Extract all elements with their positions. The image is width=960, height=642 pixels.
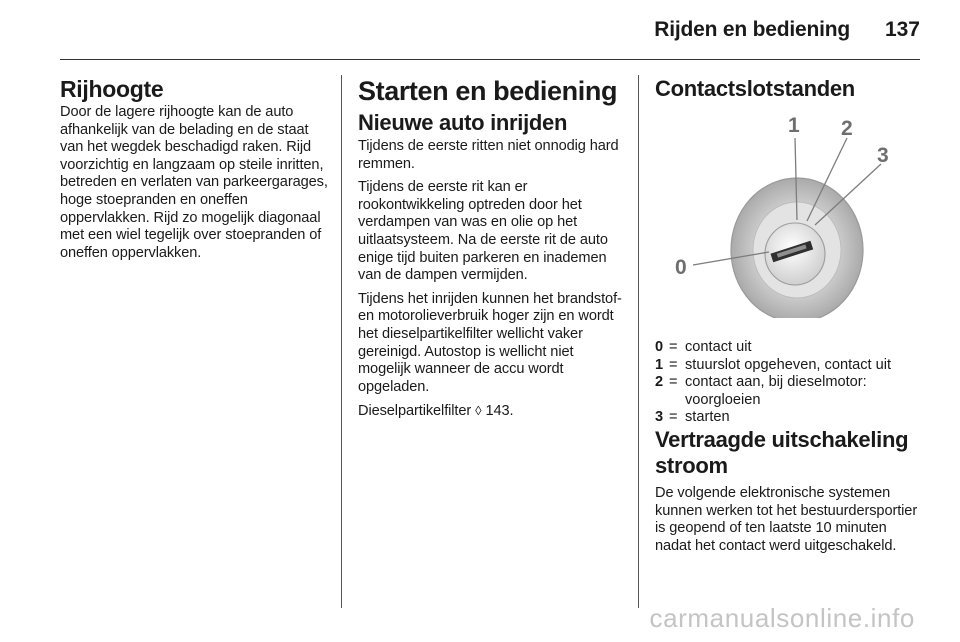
heading-contactslotstanden: Contactslotstanden (655, 76, 855, 101)
legend-text: contact uit (685, 339, 752, 355)
legend-equals: = (669, 339, 678, 355)
column-divider-2 (638, 75, 639, 608)
xref-dieselpartikelfilter[interactable] (358, 402, 624, 421)
page-reference-icon: ◊ (475, 403, 482, 419)
legend-key: 3 (655, 409, 664, 426)
heading-starten-en-bediening: Starten en bediening (358, 76, 618, 106)
ignition-lock-figure (657, 108, 922, 318)
legend-text: stuurslot opgeheven, contact uit (685, 356, 892, 373)
subheading-nieuwe-auto-inrijden: Nieuwe auto inrijden (358, 110, 568, 135)
legend-key: 1 (655, 356, 664, 373)
legend-equals: = (669, 356, 678, 373)
paragraph-rijhoogte: Door de lagere rijhoogte kan de auto afhankelijk van de belading en de staat van het wegdek beschadigd raken. Rijd voorzichtig en langzaam op steile inritten, betreden en verlaten van parkeergarages, hoge stoepranden en oneffen oppervlakken. Rijd zo mogelijk diagonaal met een wiel tegelijk over stoepranden of oneffen oppervlakken. (60, 104, 328, 261)
paragraph-vertraagde-uitschakeling: De volgende elektronische systemen kunnen werken tot het bestuurdersportier is geopend of ten laatste 10 minuten nadat het contact werd uitgeschakeld. (655, 484, 918, 554)
column-left (60, 76, 328, 268)
label-position-1: 1 (788, 114, 800, 137)
paragraph-verbruik: Tijdens het inrijden kunnen het brandstof- en motorolieverbruik hoger zijn en wordt het dieselpartikelfilter wellicht vaker gereinigd. Autostop is wellicht niet mogelijk wanneer de accu wordt opgeladen. (358, 290, 622, 395)
watermark: carmanualsonline.info (649, 603, 915, 633)
column-divider-1 (341, 75, 342, 608)
paragraph-rookontwikkeling: Tijdens de eerste rit kan er rookontwikkeling optreden door het verdampen van was en olie op het uitlaatsysteem. Na de eerste rit de auto enige tijd buiten parkeren en inademen van de dampen vermijden. (358, 179, 608, 284)
legend-item (655, 357, 923, 375)
ignition-legend (655, 339, 923, 427)
legend-item (655, 339, 923, 357)
legend-key: 0 (655, 339, 664, 355)
running-header: Rijden en bediening (654, 18, 850, 41)
legend-equals: = (669, 374, 678, 391)
legend-text: starten (685, 409, 730, 426)
header-rule (60, 59, 920, 60)
legend-key: 2 (655, 374, 664, 391)
legend-text: contact aan, bij dieselmotor: voorgloeien (685, 374, 867, 408)
label-position-0: 0 (675, 256, 687, 279)
xref-page: 143. (485, 403, 514, 420)
xref-text: Dieselpartikelfilter (358, 403, 472, 420)
legend-item (655, 409, 923, 427)
legend-equals: = (669, 409, 678, 426)
column-right (655, 76, 923, 561)
heading-rijhoogte: Rijhoogte (60, 76, 164, 102)
legend-item (655, 374, 923, 409)
label-position-3: 3 (877, 144, 889, 167)
paragraph-remmen: Tijdens de eerste ritten niet onnodig hard remmen. (358, 138, 619, 172)
column-middle (358, 76, 624, 427)
heading-vertraagde-uitschakeling: Vertraagde uitschakeling stroom (655, 426, 909, 478)
page-number: 137 (884, 18, 920, 41)
label-position-2: 2 (841, 117, 853, 140)
